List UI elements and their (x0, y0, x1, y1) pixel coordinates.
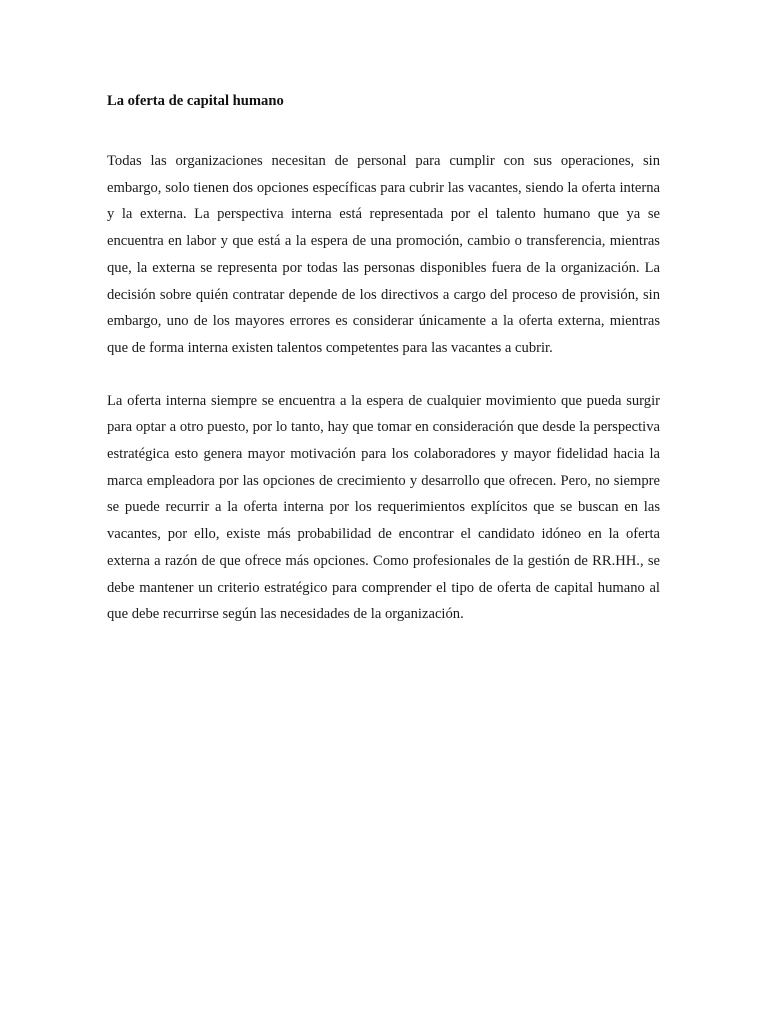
document-title: La oferta de capital humano (107, 93, 284, 109)
document-body (107, 91, 660, 654)
paragraph-1: Todas las organizaciones necesitan de personal para cumplir con sus operaciones, sin embargo, solo tienen dos opciones específicas para cubrir las vacantes, siendo la oferta interna y la externa. La perspectiva interna está representada por el talento humano que ya se encuentra en labor y que está a la espera de una promoción, cambio o transferencia, mientras que, la externa se representa por todas las personas disponibles fuera de la organización. La decisión sobre quién contratar depende de los directivos a cargo del proceso de provisión, sin embargo, uno de los mayores errores es considerar únicamente a la oferta externa, mientras que de forma interna existen talentos competentes para las vacantes a cubrir. (107, 153, 660, 356)
paragraph-2: La oferta interna siempre se encuentra a la espera de cualquier movimiento que pueda surgir para optar a otro puesto, por lo tanto, hay que tomar en consideración que desde la perspectiva estratégica esto genera mayor motivación para los colaboradores y mayor fidelidad hacia la marca empleadora por las opciones de crecimiento y desarrollo que ofrecen. Pero, no siempre se puede recurrir a la oferta interna por los requerimientos explícitos que se buscan en las vacantes, por ello, existe más probabilidad de encontrar el candidato idóneo en la oferta externa a razón de que ofrece más opciones. Como profesionales de la gestión de RR.HH., se debe mantener un criterio estratégico para comprender el tipo de oferta de capital humano al que debe recurrirse según las necesidades de la organización. (107, 392, 660, 623)
